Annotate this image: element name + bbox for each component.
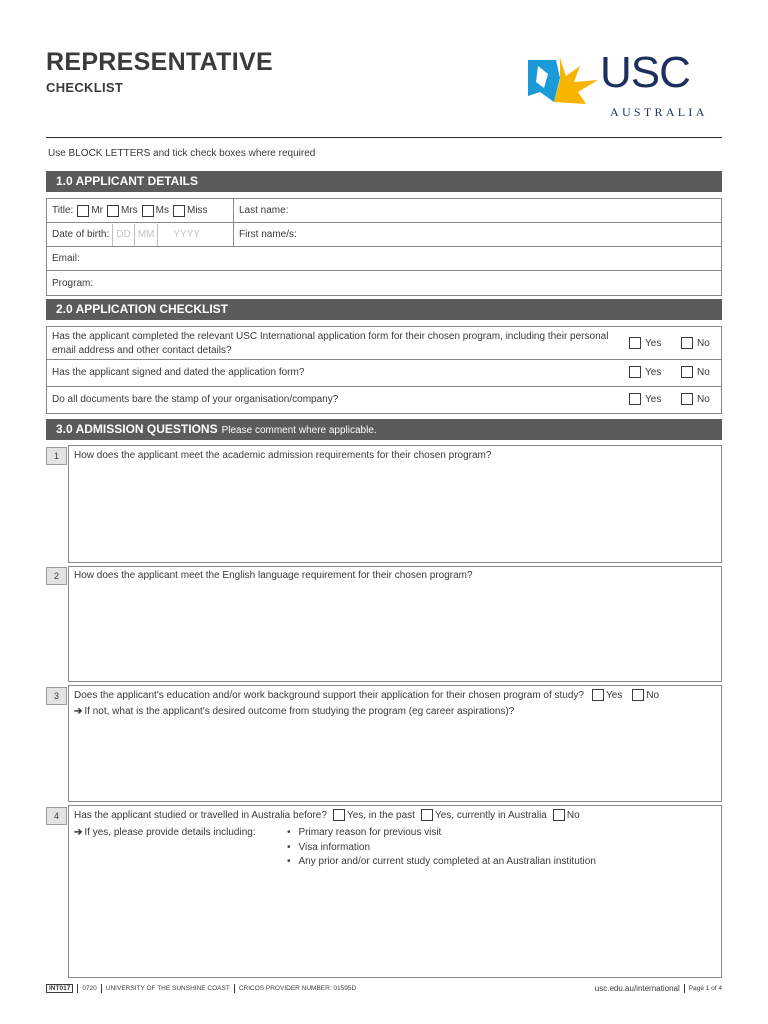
arrow-right-icon: ➔ bbox=[74, 827, 83, 838]
question-3-followup bbox=[74, 706, 514, 717]
followup-text: If not, what is the applicant's desired outcome from studying the program (eg career aspirations)? bbox=[84, 706, 515, 717]
title-mr-label: Mr bbox=[91, 205, 103, 216]
usc-sunburst-icon bbox=[526, 58, 600, 106]
checklist-item bbox=[46, 360, 722, 387]
checklist-yes-option[interactable] bbox=[629, 393, 661, 405]
form-code: INT017 bbox=[46, 984, 73, 993]
title-miss-checkbox[interactable] bbox=[173, 205, 185, 217]
dob-day-placeholder: DD bbox=[116, 229, 131, 240]
instructions-text: Use BLOCK LETTERS and tick check boxes where required bbox=[48, 148, 316, 159]
question-3-line bbox=[74, 689, 659, 701]
dob-divider bbox=[112, 224, 113, 246]
cricos-number: CRICOS PROVIDER NUMBER: 01595D bbox=[238, 985, 357, 992]
yes-label: Yes bbox=[645, 393, 662, 405]
yes-checkbox[interactable] bbox=[629, 366, 641, 378]
logo-text: USC bbox=[600, 48, 690, 97]
question-4-line bbox=[74, 809, 580, 821]
section-application-checklist-heading bbox=[46, 299, 722, 320]
q3-no-label: No bbox=[646, 689, 660, 701]
title-mr-checkbox[interactable] bbox=[77, 205, 89, 217]
email-field[interactable] bbox=[47, 247, 721, 270]
question-number: 2 bbox=[46, 567, 67, 585]
no-label: No bbox=[697, 393, 710, 405]
title-mrs-checkbox[interactable] bbox=[107, 205, 119, 217]
yes-checkbox[interactable] bbox=[629, 393, 641, 405]
first-name-field[interactable] bbox=[233, 223, 721, 246]
checklist-no-option[interactable] bbox=[681, 393, 710, 405]
section-heading-text: 2.0 APPLICATION CHECKLIST bbox=[56, 302, 229, 316]
q4-yes-current-label: Yes, currently in Australia bbox=[434, 809, 547, 821]
last-name-label: Last name: bbox=[239, 205, 289, 216]
arrow-right-icon: ➔ bbox=[74, 706, 83, 717]
footer-right bbox=[595, 984, 722, 993]
program-row[interactable] bbox=[46, 271, 722, 296]
dob-divider bbox=[157, 224, 158, 246]
email-label: Email: bbox=[52, 253, 80, 264]
document-title: REPRESENTATIVE bbox=[46, 48, 273, 76]
dob-divider bbox=[134, 224, 135, 246]
section-heading-text: 1.0 APPLICANT DETAILS bbox=[56, 174, 199, 188]
checklist-item bbox=[46, 326, 722, 360]
program-field[interactable] bbox=[47, 271, 721, 295]
document-subtitle: CHECKLIST bbox=[46, 80, 124, 95]
dob-month-placeholder: MM bbox=[137, 229, 155, 240]
list-item: • Any prior and/or current study completed at an Australian institution bbox=[287, 855, 596, 870]
section-admission-questions-heading bbox=[46, 419, 722, 440]
checklist-yes-option[interactable] bbox=[629, 337, 661, 349]
last-name-field[interactable] bbox=[233, 199, 721, 222]
list-item: • Primary reason for previous visit bbox=[287, 826, 596, 841]
followup-text: If yes, please provide details including: bbox=[84, 827, 256, 838]
usc-logo bbox=[526, 48, 726, 122]
section-applicant-details-heading bbox=[46, 171, 722, 192]
no-label: No bbox=[697, 366, 710, 378]
details-bullet-list bbox=[287, 826, 596, 870]
checklist-question: Do all documents bare the stamp of your organisation/company? bbox=[52, 394, 339, 405]
question-3-answer-box[interactable] bbox=[68, 685, 722, 802]
section-heading-text: 3.0 ADMISSION QUESTIONS bbox=[56, 422, 218, 436]
footer-divider bbox=[684, 984, 685, 993]
checklist-question: Has the applicant completed the relevant USC International application form for their chosen program, including their personal email address and other contact details? bbox=[52, 331, 609, 356]
footer-divider bbox=[101, 984, 102, 993]
no-checkbox[interactable] bbox=[681, 337, 693, 349]
checklist-no-option[interactable] bbox=[681, 366, 710, 378]
q3-yes-label: Yes bbox=[606, 689, 623, 701]
q3-no-checkbox[interactable] bbox=[632, 689, 644, 701]
no-checkbox[interactable] bbox=[681, 393, 693, 405]
q4-yes-current-checkbox[interactable] bbox=[421, 809, 433, 821]
yes-checkbox[interactable] bbox=[629, 337, 641, 349]
question-2-answer-box[interactable] bbox=[68, 566, 722, 682]
list-item: • Visa information bbox=[287, 841, 596, 856]
title-mrs-label: Mrs bbox=[120, 205, 138, 216]
footer-divider bbox=[77, 984, 78, 993]
question-text: How does the applicant meet the English language requirement for their chosen program? bbox=[74, 570, 473, 581]
no-checkbox[interactable] bbox=[681, 366, 693, 378]
title-label: Title: bbox=[52, 205, 74, 216]
page-number: Page 1 of 4 bbox=[688, 985, 722, 992]
title-lastname-row bbox=[46, 198, 722, 223]
email-row[interactable] bbox=[46, 247, 722, 271]
q4-no-checkbox[interactable] bbox=[553, 809, 565, 821]
dob-field[interactable] bbox=[47, 223, 233, 246]
title-ms-checkbox[interactable] bbox=[142, 205, 154, 217]
section-note: Please comment where applicable. bbox=[221, 425, 377, 436]
question-text: Has the applicant studied or travelled in Australia before? bbox=[74, 809, 327, 821]
header-divider bbox=[46, 137, 722, 138]
footer-divider bbox=[234, 984, 235, 993]
dob-year-placeholder: YYYY bbox=[173, 229, 201, 240]
q4-yes-past-checkbox[interactable] bbox=[333, 809, 345, 821]
program-label: Program: bbox=[52, 277, 94, 289]
title-field bbox=[47, 199, 233, 222]
dob-label: Date of birth: bbox=[52, 229, 110, 240]
question-4-followup bbox=[74, 827, 256, 838]
yes-label: Yes bbox=[645, 366, 662, 378]
q4-yes-past-label: Yes, in the past bbox=[346, 809, 415, 821]
question-number: 3 bbox=[46, 687, 67, 705]
question-text: How does the applicant meet the academic admission requirements for their chosen program? bbox=[74, 450, 492, 461]
page-footer bbox=[46, 984, 722, 993]
title-ms-label: Ms bbox=[155, 205, 169, 216]
dob-firstname-row bbox=[46, 223, 722, 247]
checklist-question: Has the applicant signed and dated the application form? bbox=[52, 367, 305, 378]
checklist-item bbox=[46, 387, 722, 414]
question-4-answer-box[interactable] bbox=[68, 805, 722, 978]
yes-label: Yes bbox=[645, 337, 662, 349]
checklist-no-option[interactable] bbox=[681, 337, 710, 349]
logo-subtext: AUSTRALIA bbox=[610, 105, 708, 119]
title-miss-label: Miss bbox=[187, 205, 208, 216]
question-number: 4 bbox=[46, 807, 67, 825]
q4-no-label: No bbox=[566, 809, 580, 821]
q3-yes-checkbox[interactable] bbox=[592, 689, 604, 701]
question-1-answer-box[interactable] bbox=[68, 445, 722, 563]
website-link[interactable]: usc.edu.au/international bbox=[594, 984, 680, 993]
question-text: Does the applicant's education and/or work background support their application for their chosen program of study? bbox=[74, 689, 584, 701]
no-label: No bbox=[697, 337, 710, 349]
checklist-yes-option[interactable] bbox=[629, 366, 661, 378]
institution-name: UNIVERSITY OF THE SUNSHINE COAST bbox=[105, 985, 230, 992]
form-version: 0720 bbox=[82, 985, 97, 992]
first-name-label: First name/s: bbox=[239, 229, 297, 240]
question-number: 1 bbox=[46, 447, 67, 465]
